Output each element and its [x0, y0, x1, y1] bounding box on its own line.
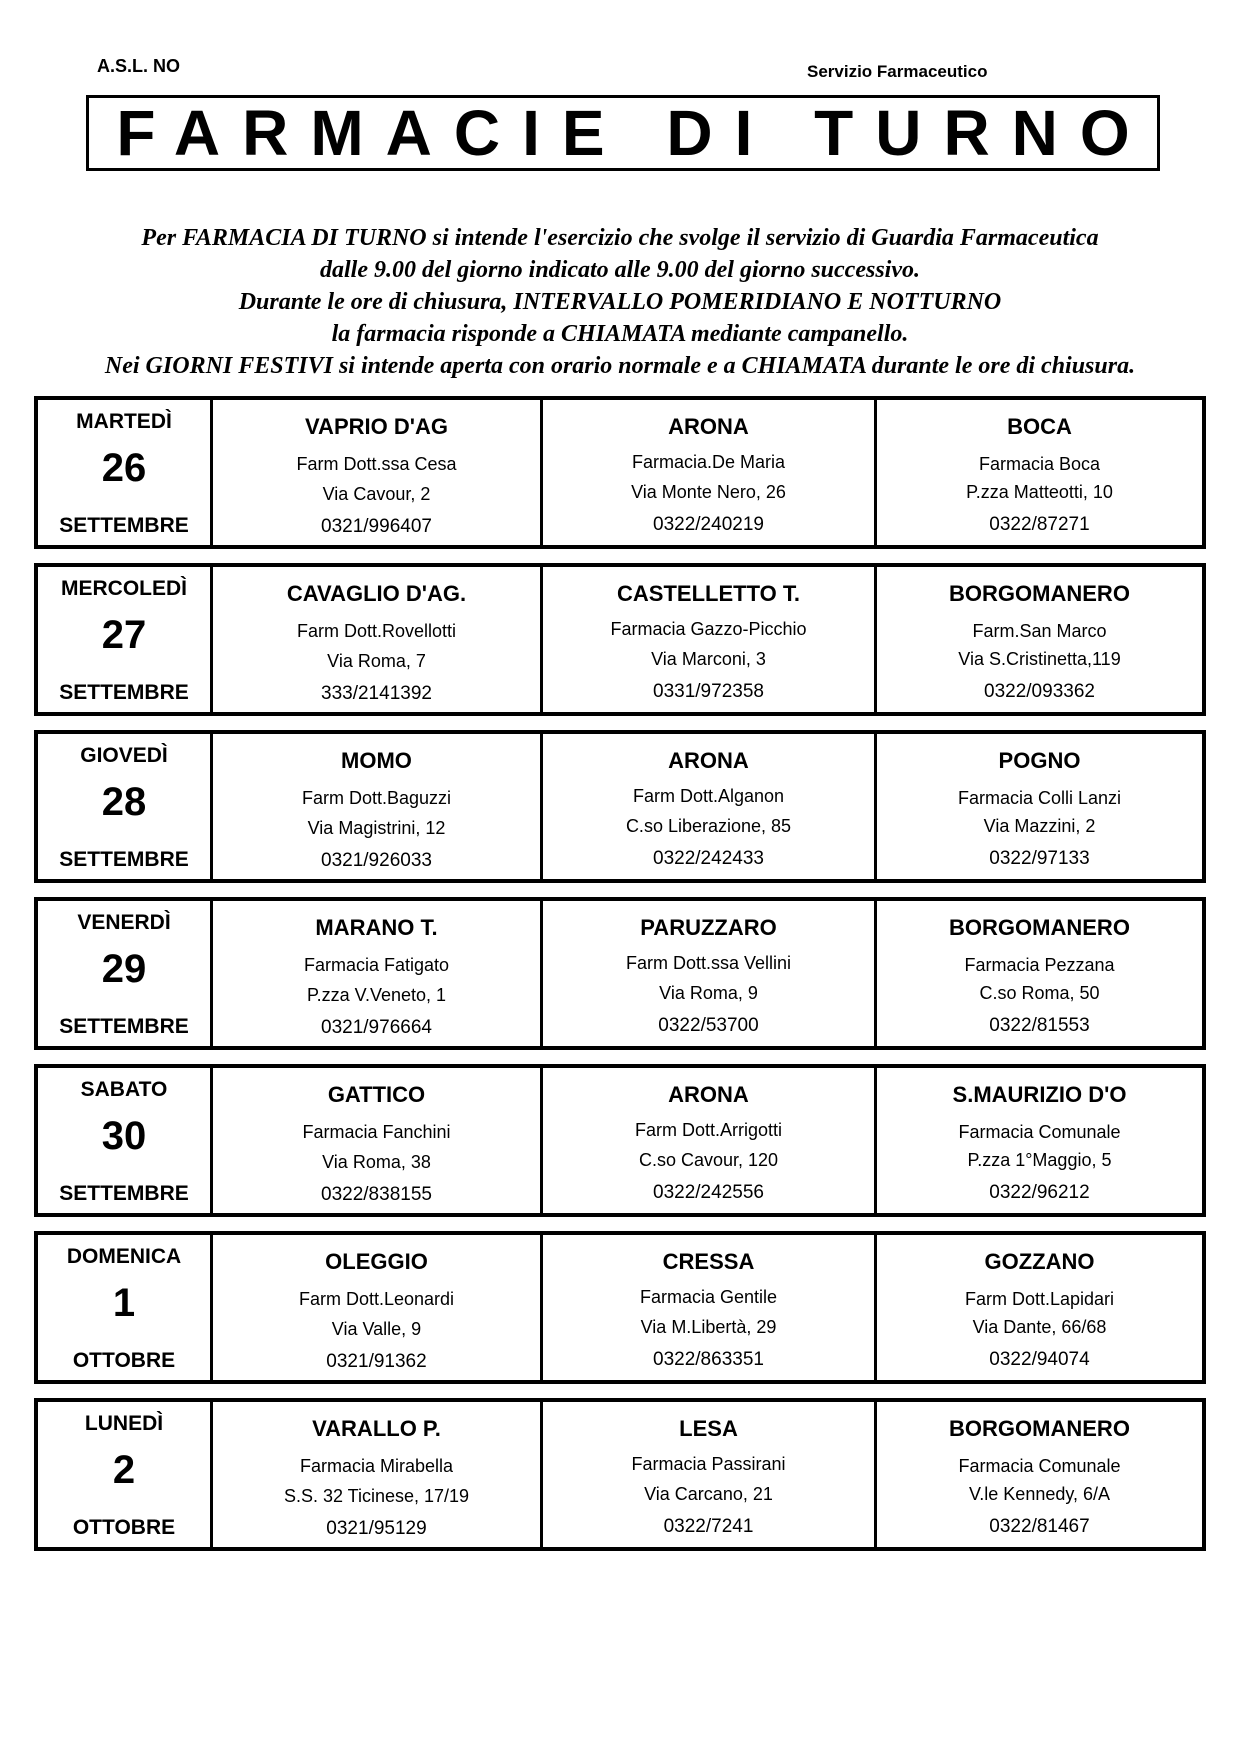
pharmacy-phone: 0331/972358	[653, 681, 764, 702]
day-number: 2	[112, 1448, 136, 1492]
town-name: GOZZANO	[984, 1249, 1095, 1274]
town-name: LESA	[679, 1416, 738, 1441]
month-label: SETTEMBRE	[59, 1015, 189, 1038]
pharmacy-phone: 0322/81553	[989, 1015, 1090, 1036]
page-title-box	[86, 95, 1160, 171]
town-name: BORGOMANERO	[949, 1416, 1130, 1441]
month-label: SETTEMBRE	[59, 1182, 189, 1205]
pharmacy-name: Farm Dott.Alganon	[632, 786, 785, 806]
town-name: MOMO	[341, 748, 412, 773]
pharmacy-phone: 0322/94074	[989, 1349, 1090, 1370]
pharmacy-address: Via Valle, 9	[331, 1319, 422, 1339]
month-label: SETTEMBRE	[59, 848, 189, 871]
town-name: ARONA	[668, 1082, 749, 1107]
pharmacy-name: Farm Dott.ssa Vellini	[625, 953, 792, 973]
pharmacy-name: Farm Dott.ssa Cesa	[296, 454, 457, 474]
day-number: 1	[112, 1281, 136, 1325]
pharmacy-address: Via Dante, 66/68	[972, 1317, 1107, 1337]
pharmacy-phone: 0321/996407	[321, 516, 432, 537]
pharmacy-address: Via Mazzini, 2	[983, 816, 1096, 836]
pharmacy-address: C.so Roma, 50	[979, 983, 1100, 1003]
pharmacy-name: Farmacia Colli Lanzi	[957, 788, 1122, 808]
pharmacy-cell	[543, 1402, 877, 1547]
date-cell	[38, 901, 213, 1046]
weekday-label: VENERDÌ	[77, 911, 171, 934]
weekday-label: DOMENICA	[66, 1245, 182, 1268]
weekday-label: GIOVEDÌ	[80, 744, 168, 767]
pharmacy-name: Farmacia Comunale	[958, 1456, 1121, 1476]
pharmacy-cell	[543, 400, 877, 545]
pharmacy-phone: 333/2141392	[321, 683, 432, 704]
pharmacy-cell	[213, 567, 543, 712]
pharmacy-cell	[543, 734, 877, 879]
pharmacy-address: C.so Cavour, 120	[638, 1150, 779, 1170]
intro-line: Nei GIORNI FESTIVI si intende aperta con orario normale e a CHIAMATA durante le ore di chiusura.	[104, 353, 1136, 379]
day-row	[34, 1064, 1206, 1217]
day-row	[34, 396, 1206, 549]
town-name: VAPRIO D'AG	[305, 414, 448, 439]
weekday-label: MARTEDÌ	[76, 410, 172, 433]
intro-line: dalle 9.00 del giorno indicato alle 9.00 del giorno successivo.	[320, 257, 920, 283]
pharmacy-phone: 0322/240219	[653, 514, 764, 535]
weekday-label: SABATO	[80, 1078, 168, 1101]
pharmacy-cell	[877, 901, 1202, 1046]
date-cell	[38, 1235, 213, 1380]
pharmacy-address: Via Marconi, 3	[651, 649, 766, 669]
pharmacy-phone: 0322/863351	[653, 1349, 764, 1370]
day-number: 26	[101, 446, 147, 490]
date-cell	[38, 1068, 213, 1213]
date-cell	[38, 734, 213, 879]
pharmacy-cell	[543, 1068, 877, 1213]
pharmacy-phone: 0321/976664	[321, 1017, 432, 1038]
pharmacy-phone: 0322/97133	[989, 848, 1090, 869]
pharmacy-phone: 0322/96212	[989, 1182, 1090, 1203]
pharmacy-cell	[877, 567, 1202, 712]
town-name: VARALLO P.	[312, 1416, 441, 1441]
day-row	[34, 730, 1206, 883]
town-name: CASTELLETTO T.	[617, 581, 800, 606]
pharmacy-address: Via Cavour, 2	[322, 484, 431, 504]
town-name: BOCA	[1007, 414, 1072, 439]
pharmacy-name: Farmacia.De Maria	[631, 452, 786, 472]
month-label: OTTOBRE	[72, 1349, 176, 1372]
pharmacy-name: Farm Dott.Leonardi	[298, 1289, 455, 1309]
intro-line: Per FARMACIA DI TURNO si intende l'esercizio che svolge il servizio di Guardia Farmaceutica	[141, 225, 1099, 251]
town-name: PARUZZARO	[640, 915, 777, 940]
month-label: OTTOBRE	[72, 1516, 176, 1539]
pharmacy-phone: 0321/95129	[326, 1518, 427, 1539]
town-name: MARANO T.	[315, 915, 438, 940]
pharmacy-phone: 0322/093362	[984, 681, 1095, 702]
pharmacy-cell	[213, 1402, 543, 1547]
pharmacy-cell	[877, 1235, 1202, 1380]
pharmacy-address: C.so Liberazione, 85	[625, 816, 792, 836]
pharmacy-address: P.zza 1°Maggio, 5	[967, 1150, 1112, 1170]
town-name: CAVAGLIO D'AG.	[286, 581, 467, 606]
intro-paragraph	[40, 222, 1200, 382]
pharmacy-cell	[213, 734, 543, 879]
pharmacy-address: Via Monte Nero, 26	[631, 482, 786, 502]
pharmacy-name: Farm Dott.Lapidari	[964, 1289, 1115, 1309]
pharmacy-cell	[877, 734, 1202, 879]
pharmacy-cell	[213, 1068, 543, 1213]
pharmacy-phone: 0322/838155	[321, 1184, 432, 1205]
intro-line: Durante le ore di chiusura, INTERVALLO POMERIDIANO E NOTTURNO	[238, 289, 1002, 315]
pharmacy-cell	[877, 400, 1202, 545]
date-cell	[38, 1402, 213, 1547]
weekday-label: LUNEDÌ	[84, 1412, 164, 1435]
day-number: 29	[101, 947, 147, 991]
day-row	[34, 1398, 1206, 1551]
pharmacy-address: Via M.Libertà, 29	[640, 1317, 777, 1337]
pharmacy-address: Via Roma, 9	[659, 983, 758, 1003]
pharmacy-address: Via Roma, 38	[322, 1152, 431, 1172]
pharmacy-name: Farmacia Pezzana	[964, 955, 1115, 975]
pharmacy-cell	[877, 1068, 1202, 1213]
town-name: BORGOMANERO	[949, 915, 1130, 940]
pharmacy-phone: 0322/87271	[989, 514, 1090, 535]
town-name: ARONA	[668, 414, 749, 439]
pharmacy-cell	[543, 1235, 877, 1380]
date-cell	[38, 400, 213, 545]
pharmacy-phone: 0322/7241	[663, 1516, 754, 1537]
pharmacy-name: Farmacia Gazzo-Picchio	[610, 619, 807, 639]
pharmacy-cell	[213, 901, 543, 1046]
pharmacy-phone: 0321/926033	[321, 850, 432, 871]
pharmacy-address: S.S. 32 Ticinese, 17/19	[283, 1486, 470, 1506]
pharmacy-address: P.zza Matteotti, 10	[966, 482, 1113, 502]
day-row	[34, 897, 1206, 1050]
month-label: SETTEMBRE	[59, 681, 189, 704]
service-label: Servizio Farmaceutico	[807, 62, 988, 81]
pharmacy-address: Via S.Cristinetta,119	[958, 649, 1121, 669]
organization-label: A.S.L. NO	[97, 56, 181, 76]
town-name: S.MAURIZIO D'O	[952, 1082, 1127, 1107]
pharmacy-address: Via Roma, 7	[327, 651, 426, 671]
pharmacy-name: Farmacia Fanchini	[302, 1122, 451, 1142]
pharmacy-address: Via Carcano, 21	[644, 1484, 773, 1504]
pharmacy-cell	[213, 1235, 543, 1380]
pharmacy-phone: 0322/53700	[658, 1015, 759, 1036]
month-label: SETTEMBRE	[59, 514, 189, 537]
page-title: FARMACIE DI TURNO	[116, 97, 1152, 169]
pharmacy-phone: 0322/242556	[653, 1182, 764, 1203]
pharmacy-name: Farmacia Gentile	[639, 1287, 778, 1307]
weekday-label: MERCOLEDÌ	[61, 577, 187, 600]
day-row	[34, 563, 1206, 716]
town-name: CRESSA	[662, 1249, 755, 1274]
day-number: 30	[101, 1114, 147, 1158]
day-number: 28	[101, 780, 147, 824]
pharmacy-phone: 0321/91362	[326, 1351, 427, 1372]
pharmacy-name: Farmacia Boca	[978, 454, 1101, 474]
date-cell	[38, 567, 213, 712]
town-name: POGNO	[998, 748, 1081, 773]
pharmacy-name: Farmacia Fatigato	[303, 955, 450, 975]
pharmacy-cell	[213, 400, 543, 545]
pharmacy-name: Farm Dott.Arrigotti	[634, 1120, 783, 1140]
town-name: BORGOMANERO	[949, 581, 1130, 606]
pharmacy-name: Farm Dott.Baguzzi	[301, 788, 452, 808]
pharmacy-name: Farm Dott.Rovellotti	[296, 621, 457, 641]
pharmacy-name: Farm.San Marco	[972, 621, 1107, 641]
day-row	[34, 1231, 1206, 1384]
pharmacy-phone: 0322/81467	[989, 1516, 1090, 1537]
intro-line: la farmacia risponde a CHIAMATA mediante campanello.	[331, 321, 909, 347]
day-number: 27	[101, 613, 147, 657]
pharmacy-address: Via Magistrini, 12	[307, 818, 446, 838]
pharmacy-cell	[877, 1402, 1202, 1547]
pharmacy-name: Farmacia Comunale	[958, 1122, 1121, 1142]
town-name: GATTICO	[327, 1082, 426, 1107]
pharmacy-cell	[543, 901, 877, 1046]
pharmacy-address: P.zza V.Veneto, 1	[306, 985, 447, 1005]
pharmacy-name: Farmacia Mirabella	[299, 1456, 454, 1476]
pharmacy-address: V.le Kennedy, 6/A	[968, 1484, 1111, 1504]
pharmacy-cell	[543, 567, 877, 712]
pharmacy-name: Farmacia Passirani	[631, 1454, 786, 1474]
pharmacy-phone: 0322/242433	[653, 848, 764, 869]
town-name: OLEGGIO	[325, 1249, 428, 1274]
town-name: ARONA	[668, 748, 749, 773]
